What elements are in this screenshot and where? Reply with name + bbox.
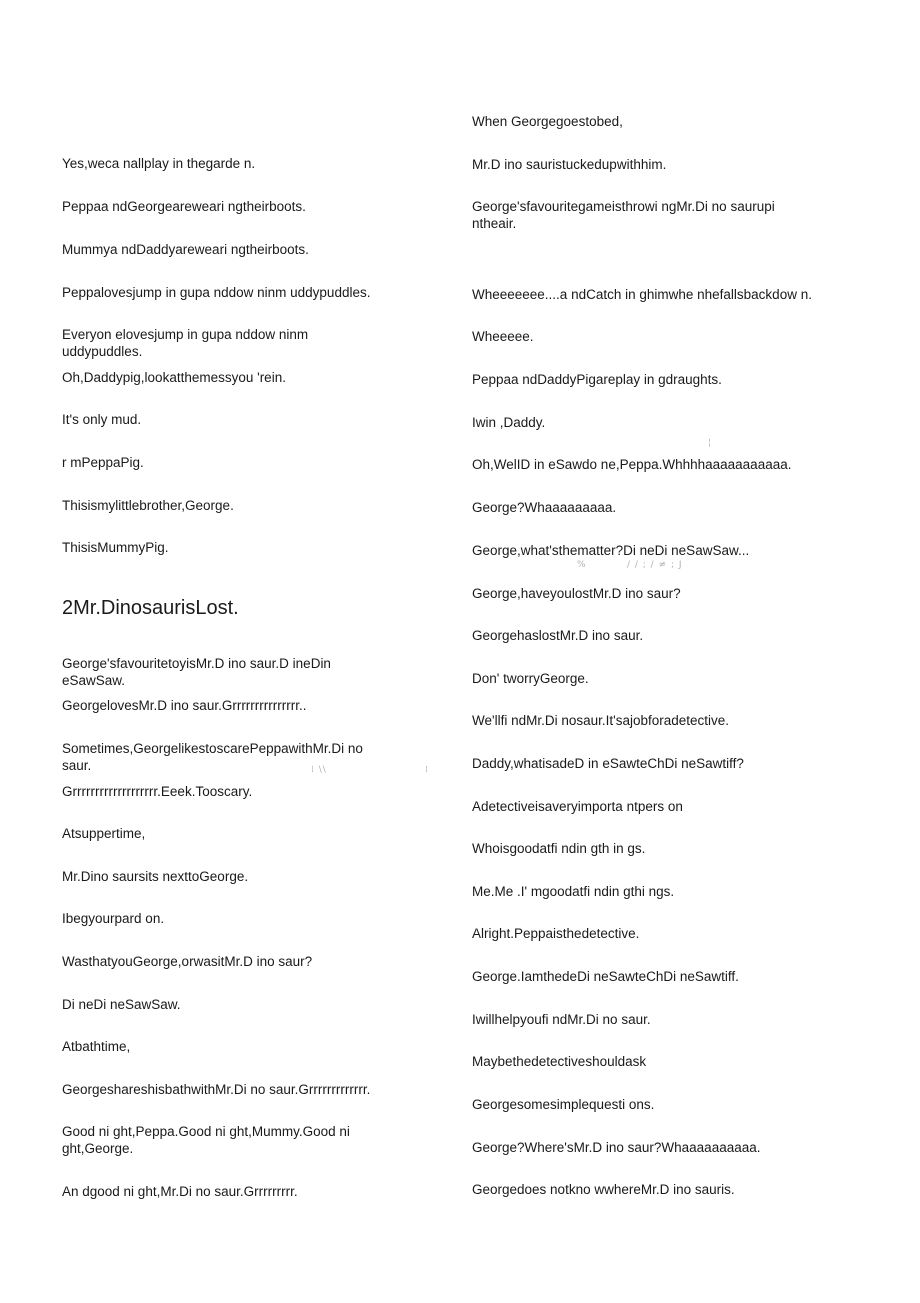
text-line: Georgedoes notkno wwhereMr.D ino sauris. bbox=[472, 1182, 735, 1197]
text-line: Georgesomesimplequesti ons. bbox=[472, 1097, 655, 1112]
text-line: Peppaa ndDaddyPigareplay in gdraughts. bbox=[472, 372, 722, 387]
text-line: An dgood ni ght,Mr.Di no saur.Grrrrrrrrr. bbox=[62, 1184, 298, 1199]
scan-artifact: % bbox=[577, 560, 587, 570]
text-line: George.IamthedeDi neSawteChDi neSawtiff. bbox=[472, 969, 739, 984]
text-line: Ibegyourpard on. bbox=[62, 911, 165, 926]
text-line: Mr.D ino sauristuckedupwithhim. bbox=[472, 157, 667, 172]
text-line: Whoisgoodatfi ndin gth in gs. bbox=[472, 841, 646, 856]
scan-artifact: ⁞ \\ bbox=[311, 765, 327, 775]
text-line: Grrrrrrrrrrrrrrrrrrr.Eeek.Tooscary. bbox=[62, 784, 253, 799]
scan-artifact: ¦ bbox=[708, 438, 713, 448]
text-line: Maybethedetectiveshouldask bbox=[472, 1054, 647, 1069]
text-line: George,what'sthematter?Di neDi neSawSaw... bbox=[472, 543, 750, 558]
text-line: GeorgelovesMr.D ino saur.Grrrrrrrrrrrrrrr.. bbox=[62, 698, 307, 713]
text-line: Di neDi neSawSaw. bbox=[62, 997, 181, 1012]
text-line: GeorgehaslostMr.D ino saur. bbox=[472, 628, 644, 643]
text-line: WasthatyouGeorge,orwasitMr.D ino saur? bbox=[62, 954, 313, 969]
text-line: Iwillhelpyoufi ndMr.Di no saur. bbox=[472, 1012, 651, 1027]
text-line: Good ni ght,Peppa.Good ni ght,Mummy.Good ni ght,George. bbox=[62, 1124, 354, 1156]
text-line: George?Where'sMr.D ino saur?Whaaaaaaaaaa. bbox=[472, 1140, 761, 1155]
text-line: Wheeeeeee....a ndCatch in ghimwhe nhefallsbackdow n. bbox=[472, 287, 812, 302]
scan-artifact: / / ; / ≠ ; J bbox=[627, 560, 683, 570]
text-line: George'sfavouritegameisthrowi ngMr.Di no saurupi ntheair. bbox=[472, 199, 779, 231]
text-line: When Georgegoestobed, bbox=[472, 114, 623, 129]
text-line: Everyon elovesjump in gupa nddow ninm uddypuddles. bbox=[62, 327, 312, 359]
text-line: Me.Me .I' mgoodatfi ndin gthi ngs. bbox=[472, 884, 675, 899]
text-line: Don' tworryGeorge. bbox=[472, 671, 589, 686]
text-line: We'llfi ndMr.Di nosaur.It'sajobforadetective. bbox=[472, 713, 730, 728]
text-line: Sometimes,GeorgelikestoscarePeppawithMr.Di no saur. bbox=[62, 741, 367, 773]
text-line: Atbathtime, bbox=[62, 1039, 131, 1054]
text-line: George,haveyoulostMr.D ino saur? bbox=[472, 586, 681, 601]
text-line: Iwin ,Daddy. bbox=[472, 415, 546, 430]
text-line: Mummya ndDaddyareweari ngtheirboots. bbox=[62, 242, 309, 257]
text-line: It's only mud. bbox=[62, 412, 142, 427]
text-line: Peppalovesjump in gupa nddow ninm uddypuddles. bbox=[62, 285, 371, 300]
text-line: Yes,weca nallplay in thegarde n. bbox=[62, 156, 256, 171]
text-line: GeorgeshareshisbathwithMr.Di no saur.Grrrrrrrrrrrrr. bbox=[62, 1082, 371, 1097]
text-line: Oh,Daddypig,lookatthemessyou 'rein. bbox=[62, 370, 286, 385]
text-line: r mPeppaPig. bbox=[62, 455, 144, 470]
text-line: Daddy,whatisadeD in eSawteChDi neSawtiff? bbox=[472, 756, 744, 771]
section-heading: 2Mr.DinosaurisLost. bbox=[62, 597, 239, 619]
text-line: Wheeeee. bbox=[472, 329, 534, 344]
text-line: Oh,WelID in eSawdo ne,Peppa.Whhhhaaaaaaaaaaa. bbox=[472, 457, 792, 472]
text-line: ThisisMummyPig. bbox=[62, 540, 169, 555]
text-line: Adetectiveisaveryimporta ntpers on bbox=[472, 799, 683, 814]
text-line: George'sfavouritetoyisMr.D ino saur.D ineDin eSawSaw. bbox=[62, 656, 335, 688]
text-line: Mr.Dino saursits nexttoGeorge. bbox=[62, 869, 249, 884]
scan-artifact: ⁞ bbox=[425, 765, 429, 775]
text-line: Thisismylittlebrother,George. bbox=[62, 498, 234, 513]
text-line: Alright.Peppaisthedetective. bbox=[472, 926, 640, 941]
text-line: George?Whaaaaaaaaa. bbox=[472, 500, 617, 515]
text-line: Peppaa ndGeorgeareweari ngtheirboots. bbox=[62, 199, 306, 214]
text-line: Atsuppertime, bbox=[62, 826, 146, 841]
